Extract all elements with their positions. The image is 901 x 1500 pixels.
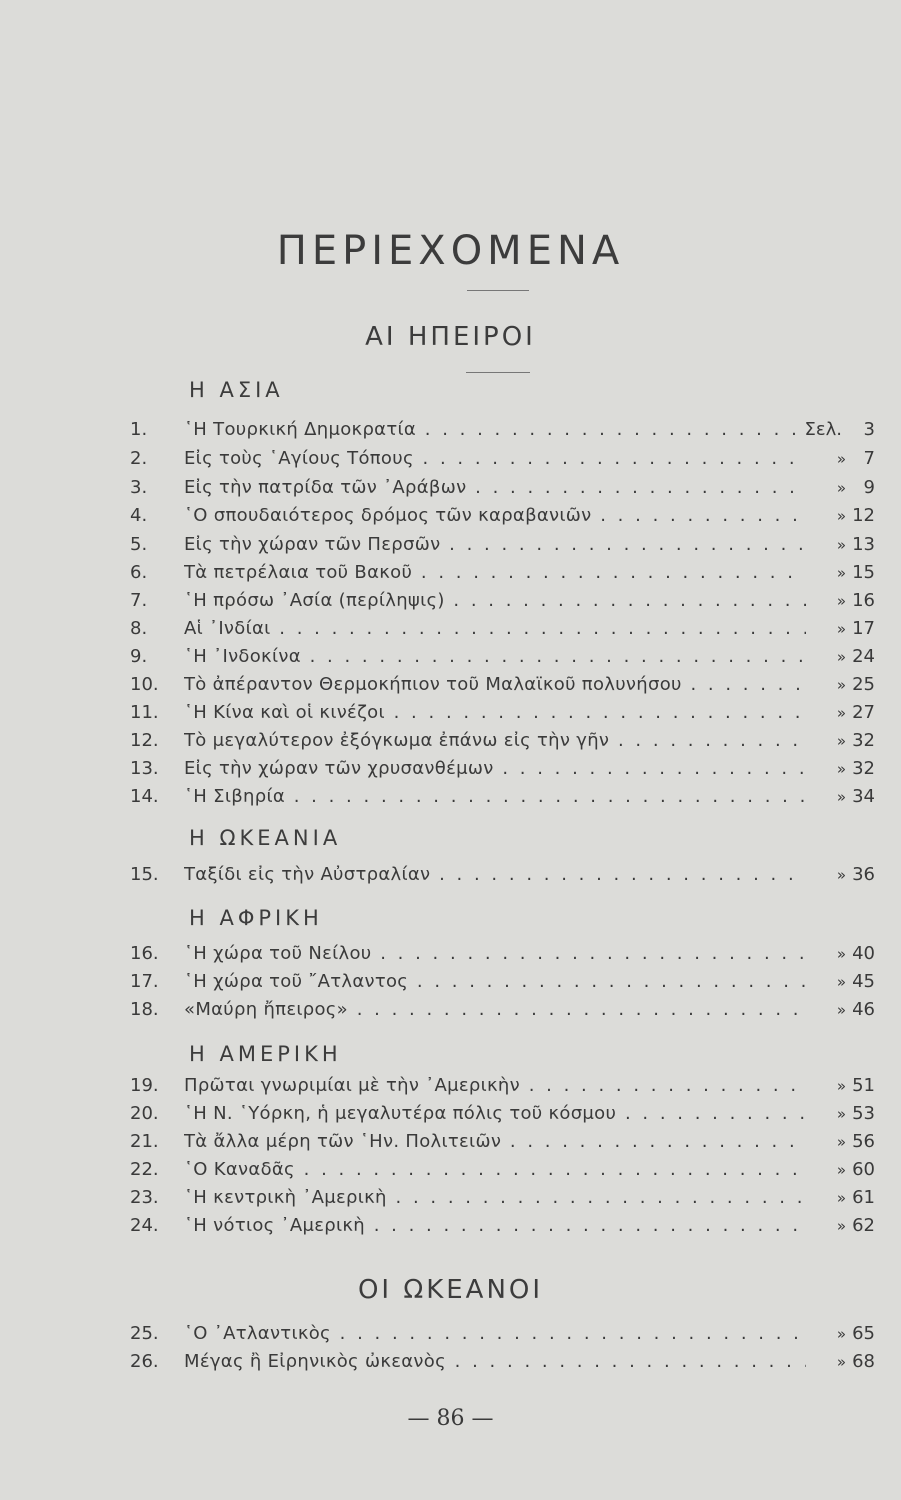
ditto-mark: » — [836, 704, 846, 722]
ditto-mark: » — [836, 564, 846, 582]
entry-number: 8. — [130, 618, 148, 639]
entry-page: 60 — [852, 1159, 875, 1180]
entry-number: 13. — [130, 758, 159, 779]
ditto-mark: » — [836, 866, 846, 884]
ditto-mark: » — [836, 1001, 846, 1019]
entry-number: 9. — [130, 646, 148, 667]
entry-page: 15 — [852, 562, 875, 583]
toc-entry — [130, 1184, 875, 1212]
entry-number: 25. — [130, 1323, 159, 1344]
entry-page: 9 — [863, 477, 875, 498]
entry-title: ῾Ο ᾿Ατλαντικὸς . . . — [184, 1320, 806, 1348]
entry-page: 51 — [852, 1075, 875, 1096]
ditto-mark: » — [836, 620, 846, 638]
entry-page: 32 — [852, 730, 875, 751]
entry-title: ῾Η νότιος ᾿Αμερικὴ . . . — [184, 1212, 806, 1240]
entry-number: 26. — [130, 1351, 159, 1372]
entry-page: 45 — [852, 971, 875, 992]
toc-entry — [130, 940, 875, 968]
entry-title: Εἰς τὴν χώραν τῶν Περσῶν . . . — [184, 531, 806, 559]
entry-page: 12 — [852, 505, 875, 526]
toc-entry — [130, 727, 875, 755]
section-africa: Η ΑΦΡΙΚΗ — [189, 906, 323, 930]
entry-title: ῾Η χώρα τοῦ ῎Ατλαντος . . . — [184, 968, 806, 996]
toc-entry — [130, 1156, 875, 1184]
entry-number: 19. — [130, 1075, 159, 1096]
toc-entry — [130, 861, 875, 889]
entry-page: 3 — [863, 419, 875, 440]
ditto-mark: » — [836, 592, 846, 610]
entry-number: 22. — [130, 1159, 159, 1180]
toc-entry — [130, 587, 875, 615]
entry-title: Εἰς τοὺς ῾Αγίους Τόπους . . . — [184, 445, 806, 473]
ditto-mark: » — [836, 1105, 846, 1123]
entry-title: ῾Η πρόσω ᾿Ασία (περίληψις) . . . — [184, 587, 806, 615]
title-divider — [467, 290, 529, 291]
ditto-mark: » — [836, 1077, 846, 1095]
part-heading-oceans: ΟΙ ΩΚΕΑΝΟΙ — [357, 1275, 544, 1305]
entry-title: Εἰς τὴν πατρίδα τῶν ᾿Αράβων . . . — [184, 474, 806, 502]
ditto-mark: » — [836, 1325, 846, 1343]
entry-number: 20. — [130, 1103, 159, 1124]
entry-number: 24. — [130, 1215, 159, 1236]
toc-entry — [130, 671, 875, 699]
entry-title: ῾Η Κίνα καὶ οἱ κινέζοι . . . — [184, 699, 806, 727]
entry-title: Τὸ μεγαλύτερον ἐξόγκωμα ἐπάνω εἰς τὴν γῆν . . . — [184, 727, 806, 755]
entry-page: 27 — [852, 702, 875, 723]
toc-entry — [130, 1212, 875, 1240]
entry-page: 46 — [852, 999, 875, 1020]
toc-entry — [130, 755, 875, 783]
entry-page: 56 — [852, 1131, 875, 1152]
ditto-mark: » — [836, 945, 846, 963]
entry-title: ῾Ο σπουδαιότερος δρόμος τῶν καραβανιῶν . . . — [184, 502, 806, 530]
toc-entry — [130, 531, 875, 559]
entry-title: ῾Ο Καναδᾶς . . . — [184, 1156, 806, 1184]
entry-title: Μέγας ἢ Εἰρηνικὸς ὠκεανὸς . . . — [184, 1348, 806, 1376]
entry-number: 3. — [130, 477, 148, 498]
toc-entry — [130, 1128, 875, 1156]
ditto-mark: » — [836, 1189, 846, 1207]
entry-number: 18. — [130, 999, 159, 1020]
entry-page: 25 — [852, 674, 875, 695]
toc-entry — [130, 1100, 875, 1128]
entry-page: 40 — [852, 943, 875, 964]
ditto-mark: » — [836, 788, 846, 806]
ditto-mark: » — [836, 732, 846, 750]
entry-number: 1. — [130, 419, 148, 440]
entry-page: 68 — [852, 1351, 875, 1372]
entry-page: 62 — [852, 1215, 875, 1236]
entry-number: 17. — [130, 971, 159, 992]
entry-page: 36 — [852, 864, 875, 885]
toc-entry — [130, 445, 875, 473]
toc-entry — [130, 1072, 875, 1100]
toc-entry — [130, 416, 875, 444]
toc-entry — [130, 643, 875, 671]
ditto-mark: » — [836, 450, 846, 468]
entry-number: 7. — [130, 590, 148, 611]
entry-page: 32 — [852, 758, 875, 779]
entry-number: 2. — [130, 448, 148, 469]
entry-page: 34 — [852, 786, 875, 807]
entry-title: Τὸ ἀπέραντον Θερμοκήπιον τοῦ Μαλαϊκοῦ πολυνήσου . . . — [184, 671, 806, 699]
toc-entry — [130, 502, 875, 530]
ditto-mark: » — [836, 1217, 846, 1235]
entry-title: Ταξίδι εἰς τὴν Αὐστραλίαν . . . — [184, 861, 806, 889]
entry-number: 16. — [130, 943, 159, 964]
entry-title: Τὰ ἄλλα μέρη τῶν ῾Ην. Πολιτειῶν . . . — [184, 1128, 806, 1156]
entry-title: Εἰς τὴν χώραν τῶν χρυσανθέμων . . . — [184, 755, 806, 783]
entry-title: ῾Η Ν. ῾Υόρκη, ἡ μεγαλυτέρα πόλις τοῦ κόσμου . . . — [184, 1100, 806, 1128]
toc-entry — [130, 783, 875, 811]
ditto-mark: » — [836, 1133, 846, 1151]
ditto-mark: » — [836, 507, 846, 525]
section-asia: Η ΑΣΙΑ — [189, 378, 284, 402]
ditto-mark: » — [836, 536, 846, 554]
ditto-mark: » — [836, 479, 846, 497]
entry-number: 5. — [130, 534, 148, 555]
entry-title: ῾Η Τουρκική Δημοκρατία . . . — [184, 416, 806, 444]
entry-page: 53 — [852, 1103, 875, 1124]
part-heading-continents: ΑΙ ΗΠΕΙΡΟΙ — [365, 322, 536, 352]
entry-page: 13 — [852, 534, 875, 555]
entry-page: 7 — [863, 448, 875, 469]
entry-page: 65 — [852, 1323, 875, 1344]
toc-entry — [130, 1320, 875, 1348]
entry-title: ῾Η Σιβηρία . . . — [184, 783, 806, 811]
toc-entry — [130, 699, 875, 727]
entry-page: 16 — [852, 590, 875, 611]
entry-number: 23. — [130, 1187, 159, 1208]
toc-entry — [130, 996, 875, 1024]
entry-number: 11. — [130, 702, 159, 723]
toc-entry — [130, 615, 875, 643]
section-oceania: Η ΩΚΕΑΝΙΑ — [189, 826, 342, 850]
entry-number: 4. — [130, 505, 148, 526]
entry-number: 10. — [130, 674, 159, 695]
page-label: Σελ. — [804, 419, 842, 440]
ditto-mark: » — [836, 648, 846, 666]
toc-entry — [130, 559, 875, 587]
entry-number: 21. — [130, 1131, 159, 1152]
ditto-mark: » — [836, 1353, 846, 1371]
ditto-mark: » — [836, 676, 846, 694]
entry-title: Τὰ πετρέλαια τοῦ Βακοῦ . . . — [184, 559, 806, 587]
entry-page: 24 — [852, 646, 875, 667]
page-number: — 86 — — [407, 1406, 494, 1431]
ditto-mark: » — [836, 760, 846, 778]
entry-number: 12. — [130, 730, 159, 751]
entry-title: ῾Η ᾿Ινδοκίνα . . . — [184, 643, 806, 671]
page-title: ΠΕΡΙΕΧΟΜΕΝΑ — [276, 228, 625, 274]
entry-title: ῾Η κεντρικὴ ᾿Αμερικὴ . . . — [184, 1184, 806, 1212]
entry-title: ῾Η χώρα τοῦ Νείλου . . . — [184, 940, 806, 968]
entry-title: Πρῶται γνωριμίαι μὲ τὴν ᾿Αμερικὴν . . . — [184, 1072, 806, 1100]
entry-title: Αἱ ᾿Ινδίαι . . . — [184, 615, 806, 643]
entry-number: 15. — [130, 864, 159, 885]
toc-entry — [130, 968, 875, 996]
entry-title: «Μαύρη ἤπειρος» . . . — [184, 996, 806, 1024]
toc-entry — [130, 474, 875, 502]
entry-page: 61 — [852, 1187, 875, 1208]
ditto-mark: » — [836, 973, 846, 991]
toc-entry — [130, 1348, 875, 1376]
entry-number: 6. — [130, 562, 148, 583]
section-america: Η ΑΜΕΡΙΚΗ — [189, 1042, 342, 1066]
entry-page: 17 — [852, 618, 875, 639]
ditto-mark: » — [836, 1161, 846, 1179]
part-divider — [466, 372, 530, 373]
entry-number: 14. — [130, 786, 159, 807]
